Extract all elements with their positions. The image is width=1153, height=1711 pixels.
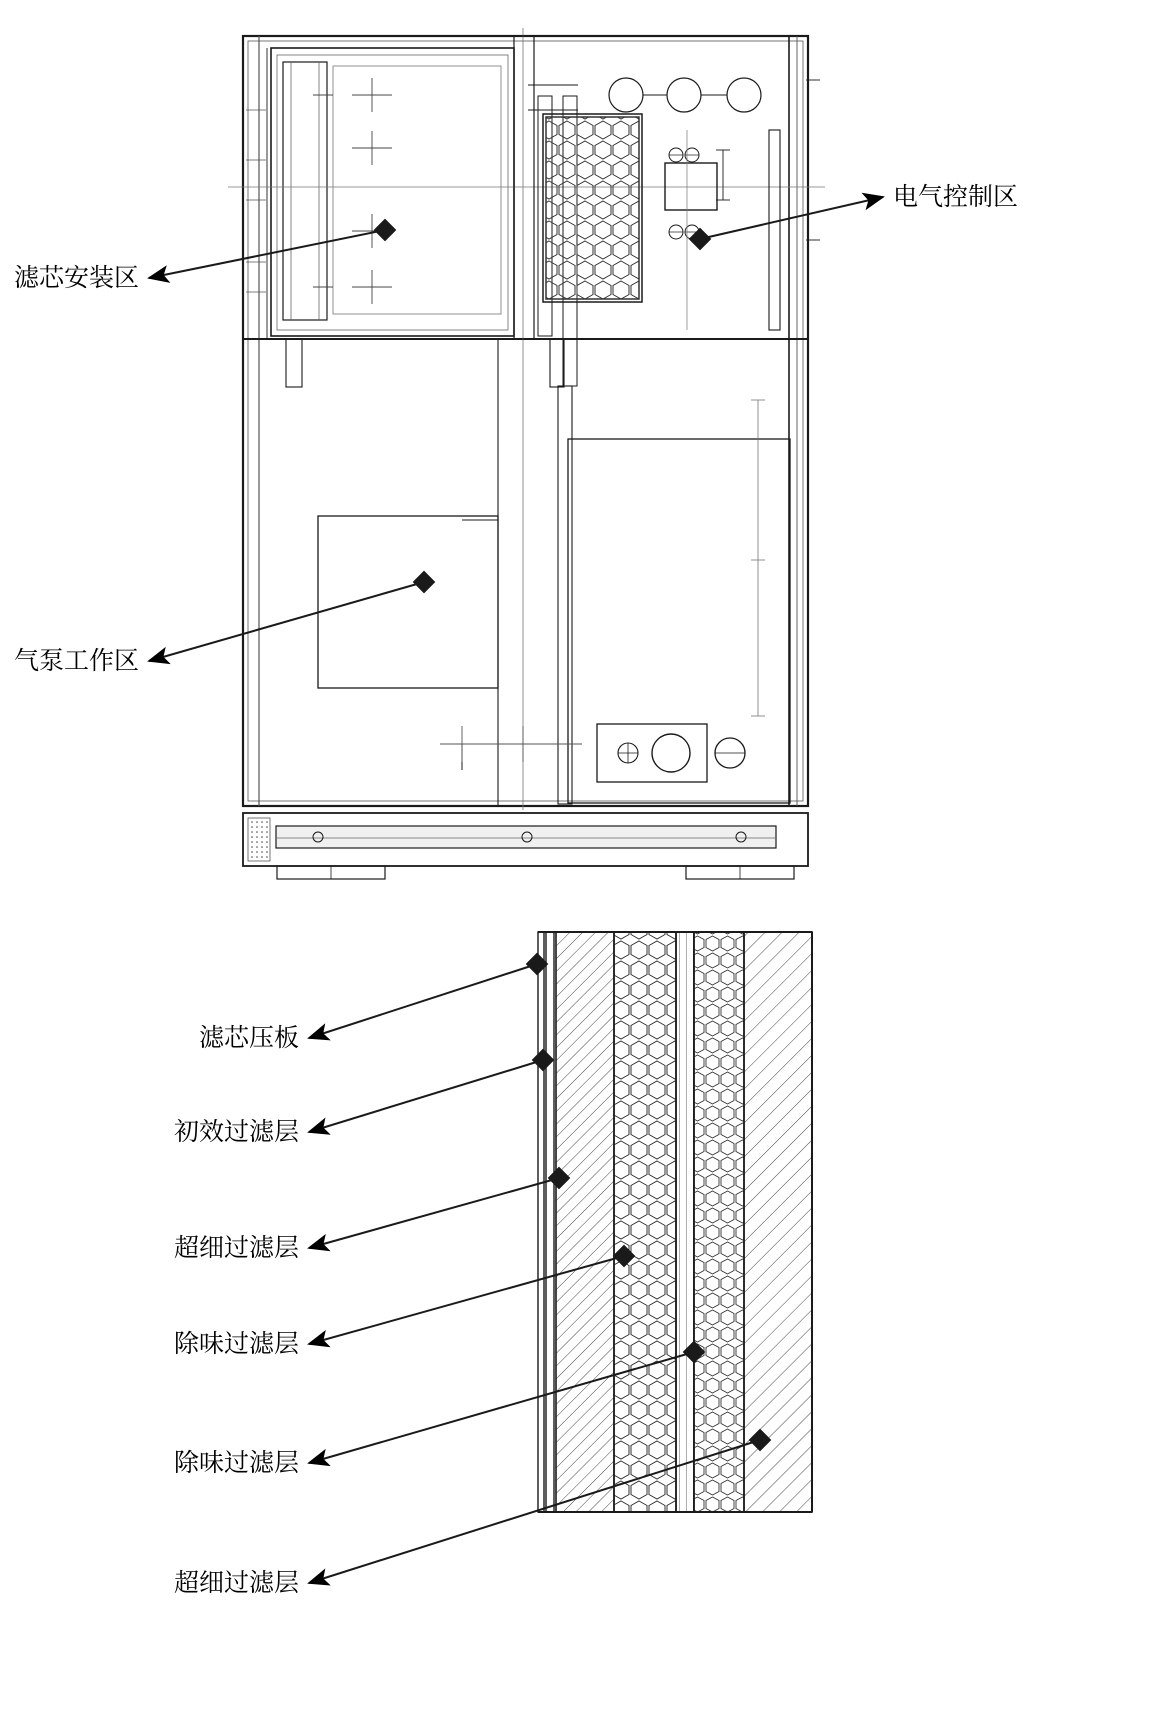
callout-label-1-3: 除味过滤层: [174, 1329, 300, 1358]
callout-label-1-1: 初效过滤层: [174, 1117, 300, 1146]
callout-leader-line: [149, 582, 424, 661]
callout-label-1-5: 超细过滤层: [174, 1568, 300, 1597]
callout-marker: [413, 571, 436, 594]
callout-label-0-1: 电气控制区: [893, 182, 1019, 211]
filter-section-drawing: [538, 932, 812, 1512]
callout-leader-line: [309, 1178, 559, 1248]
callout-label-0-2: 气泵工作区: [14, 646, 140, 675]
callout-leader-line: [700, 197, 883, 239]
callout-marker: [689, 228, 712, 251]
callout-label-1-2: 超细过滤层: [174, 1233, 300, 1262]
callout-label-1-4: 除味过滤层: [174, 1448, 300, 1477]
callout-marker: [526, 953, 549, 976]
callout-label-0-0: 滤芯安装区: [14, 263, 140, 292]
machine-front-view-drawing: [228, 28, 825, 879]
callout-marker: [374, 219, 397, 242]
callout-leader-line: [309, 1060, 543, 1132]
callout-leader-line: [309, 964, 537, 1038]
callout-label-1-0: 滤芯压板: [199, 1023, 300, 1052]
